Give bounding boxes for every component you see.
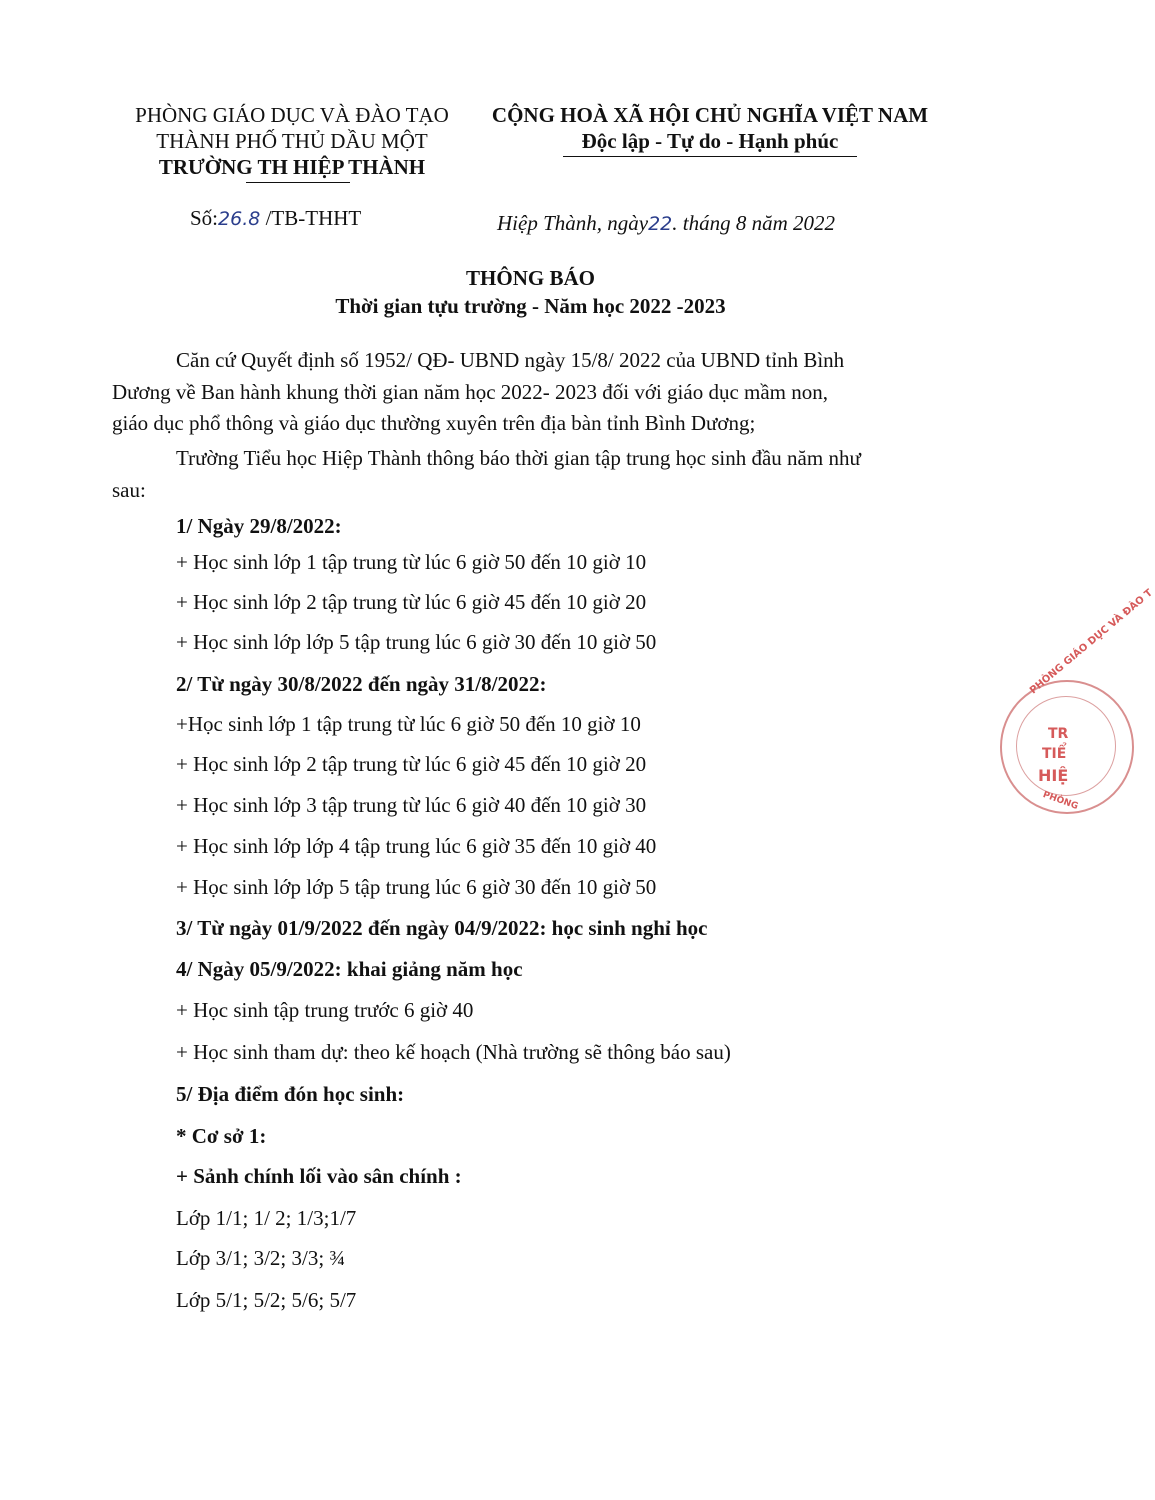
intro-line-2: Dương về Ban hành khung thời gian năm học 2022- 2023 đối với giáo dục mầm non,	[112, 380, 829, 404]
document-number: Số:26.8 /TB-THHT	[190, 206, 362, 230]
official-stamp	[1000, 587, 1155, 814]
section-1-item: + Học sinh lớp lớp 5 tập trung lúc 6 giờ 30 đến 10 giờ 50	[176, 630, 657, 654]
stamp-line: TR	[1048, 726, 1069, 742]
section-2-item: + Học sinh lớp 3 tập trung từ lúc 6 giờ 40 đến 10 giờ 30	[176, 793, 647, 817]
issuer-underline	[246, 182, 350, 183]
issuer-school: TRƯỜNG TH HIỆP THÀNH	[158, 155, 426, 179]
section-2-item: +Học sinh lớp 1 tập trung từ lúc 6 giờ 50 đến 10 giờ 10	[176, 712, 641, 736]
section-1-item: + Học sinh lớp 2 tập trung từ lúc 6 giờ 45 đến 10 giờ 20	[176, 590, 647, 614]
intro-line-1: Căn cứ Quyết định số 1952/ QĐ- UBND ngày 15/8/ 2022 của UBND tỉnh Bình	[176, 348, 845, 372]
stamp-arc-text: PHÒNG	[1041, 790, 1080, 812]
section-3-heading: 3/ Từ ngày 01/9/2022 đến ngày 04/9/2022: học sinh nghỉ học	[176, 916, 708, 940]
class-list: Lớp 5/1; 5/2; 5/6; 5/7	[176, 1288, 357, 1312]
section-2-item: + Học sinh lớp lớp 4 tập trung lúc 6 giờ 35 đến 10 giờ 40	[176, 834, 657, 858]
document-title: THÔNG BÁO	[466, 266, 595, 290]
stamp-arc-text: PHÒNG GIÁO DỤC VÀ ĐÀO T	[1028, 587, 1155, 697]
section-2-item: + Học sinh lớp 2 tập trung từ lúc 6 giờ 45 đến 10 giờ 20	[176, 752, 647, 776]
national-motto-block	[470, 102, 950, 154]
campus-label: * Cơ sở 1:	[176, 1124, 267, 1148]
section-1-heading: 1/ Ngày 29/8/2022:	[176, 514, 342, 538]
gate-label: + Sảnh chính lối vào sân chính :	[176, 1164, 462, 1188]
handwritten-number: 26.8	[218, 208, 261, 230]
document-subtitle: Thời gian tựu trường - Năm học 2022 -2023	[335, 294, 726, 318]
issuer-city: THÀNH PHỐ THỦ DẦU MỘT	[156, 129, 428, 153]
section-4-item: + Học sinh tham dự: theo kế hoạch (Nhà trường sẽ thông báo sau)	[176, 1040, 731, 1064]
intro-line-3: giáo dục phổ thông và giáo dục thường xuyên trên địa bàn tỉnh Bình Dương;	[112, 411, 756, 435]
section-2-item: + Học sinh lớp lớp 5 tập trung lúc 6 giờ 30 đến 10 giờ 50	[176, 875, 657, 899]
section-1-item: + Học sinh lớp 1 tập trung từ lúc 6 giờ 50 đến 10 giờ 10	[176, 550, 647, 574]
issuer-block	[112, 102, 472, 180]
issuer-department: PHÒNG GIÁO DỤC VÀ ĐÀO TẠO	[135, 103, 449, 127]
section-4-heading: 4/ Ngày 05/9/2022: khai giảng năm học	[176, 957, 523, 981]
motto: Độc lập - Tự do - Hạnh phúc	[581, 129, 839, 153]
section-5-heading: 5/ Địa điểm đón học sinh:	[176, 1082, 405, 1106]
handwritten-day: 22	[648, 213, 673, 235]
stamp-line: TIỂ	[1042, 746, 1067, 762]
intro-line-4: Trường Tiểu học Hiệp Thành thông báo thời gian tập trung học sinh đầu năm như	[176, 446, 861, 470]
country-name: CỘNG HOÀ XÃ HỘI CHỦ NGHĨA VIỆT NAM	[491, 103, 929, 127]
date-line: Hiệp Thành, ngày22. tháng 8 năm 2022	[497, 211, 836, 235]
motto-underline	[563, 156, 857, 157]
stamp-line: HIỆ	[1038, 766, 1069, 785]
class-list: Lớp 3/1; 3/2; 3/3; ¾	[176, 1246, 346, 1270]
class-list: Lớp 1/1; 1/ 2; 1/3;1/7	[176, 1206, 357, 1230]
section-4-item: + Học sinh tập trung trước 6 giờ 40	[176, 998, 474, 1022]
intro-line-5: sau:	[112, 478, 146, 502]
section-2-heading: 2/ Từ ngày 30/8/2022 đến ngày 31/8/2022:	[176, 672, 547, 696]
